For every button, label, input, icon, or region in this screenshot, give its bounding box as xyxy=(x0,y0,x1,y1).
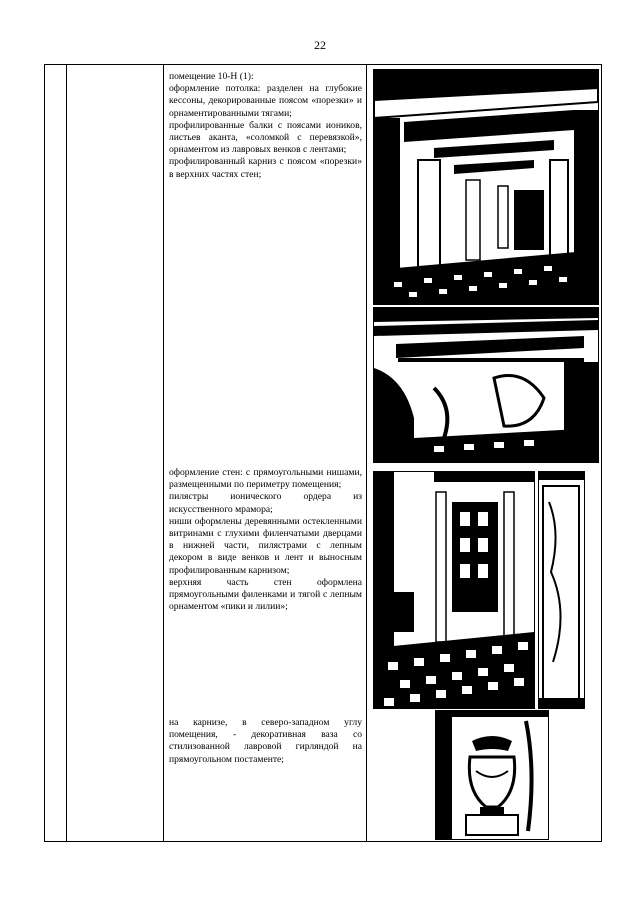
description-table xyxy=(44,64,602,842)
text-line: верхняя часть стен оформлена прямоугольными филенками и тягой с лепным орнаментом «пики и лилии»; xyxy=(169,576,362,613)
page-number: 22 xyxy=(314,38,326,52)
text-line: помещение 10-Н (1): xyxy=(169,71,254,82)
walls-description xyxy=(169,467,362,613)
text-line: оформление потолка: разделен на глубокие кессоны, декорированные поясом «порезки» и орнаментированными тягами; xyxy=(169,83,362,119)
hall-columns-photo xyxy=(373,69,599,305)
text-line: ниши оформлены деревянными остекленными витринами с глухими филенчатыми дверцами в нижней части, пилястрами с лепным декором в виде венков и лент и выносным профилированным карнизом; xyxy=(169,515,362,576)
vase-photo xyxy=(435,710,549,840)
column-divider xyxy=(163,65,164,841)
wall-niche-photo xyxy=(373,471,535,709)
text-line: на карнизе, в северо-западном углу помещения, - декоративная ваза со стилизованной лавровой гирляндой на прямоугольном постаменте; xyxy=(169,717,362,765)
ceiling-description xyxy=(169,71,362,181)
column-divider xyxy=(366,65,367,841)
text-line: профилированные балки с поясами иоников, листьев аканта, «соломкой с перевязкой», орнаментом из лавровых венков с лентами; xyxy=(169,119,362,156)
column-divider xyxy=(66,65,67,841)
text-line: профилированный карниз с поясом «порезки» в верхних частях стен; xyxy=(169,156,362,180)
vase-description xyxy=(169,717,362,766)
text-line: пилястры ионического ордера из искусственного мрамора; xyxy=(169,491,362,515)
pilaster-photo xyxy=(538,471,585,709)
text-line: оформление стен: с прямоугольными нишами, размещенными по периметру помещения; xyxy=(169,467,362,491)
ceiling-cornice-photo xyxy=(373,307,599,463)
